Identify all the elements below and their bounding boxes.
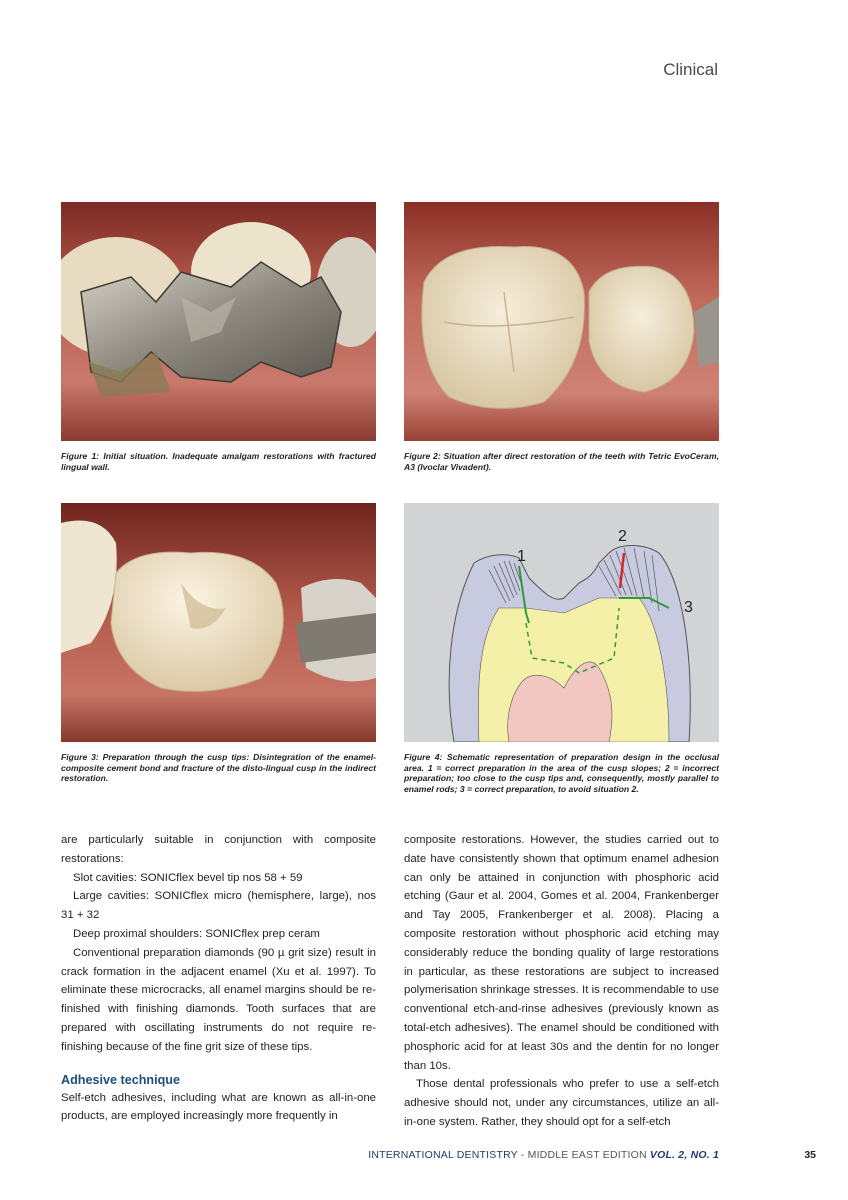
publication-name: INTERNATIONAL DENTISTRY xyxy=(368,1149,518,1161)
label-1: 1 xyxy=(517,548,526,565)
figure-2-caption: Figure 2: Situation after direct restoration of the teeth with Tetric EvoCeram, A3 (Ivoclar Vivadent). xyxy=(404,451,719,472)
paragraph: Slot cavities: SONICflex bevel tip nos 58 + 59 xyxy=(73,871,303,884)
figure-4-schematic xyxy=(404,503,719,742)
paragraph: Those dental professionals who prefer to use a self-etch adhesive should not, under any circumstances, utilize an all-in-one system. Rather, they should opt for a self-etch xyxy=(404,1078,719,1128)
section-heading: Adhesive technique xyxy=(61,1072,180,1087)
volume-info: VOL. 2, NO. 1 xyxy=(649,1149,719,1161)
edition-name: - MIDDLE EAST EDITION xyxy=(517,1149,650,1161)
paragraph: Conventional preparation diamonds (90 µ grit size) result in crack formation in the adjacent enamel (Xu et al. 1997). To eliminate these microcracks, all enamel margins should be re-finished with finishing diamonds. Tooth surfaces that are prepared with oscillating instruments do not require re-finishing because of the fine grit size of these tips. xyxy=(61,946,376,1053)
paragraph: are particularly suitable in conjunction with composite restorations: xyxy=(61,834,376,865)
paragraph: Self-etch adhesives, including what are known as all-in-one products, are employed increasingly more frequently in xyxy=(61,1091,376,1123)
footer-publication xyxy=(368,1149,719,1161)
figure-1-caption: Figure 1: Initial situation. Inadequate amalgam restorations with fractured lingual wall. xyxy=(61,451,376,472)
label-2: 2 xyxy=(618,528,627,545)
body-column-left xyxy=(61,831,376,1126)
figure-1-photo xyxy=(61,202,376,441)
figure-2-photo xyxy=(404,202,719,441)
page-number: 35 xyxy=(804,1149,816,1161)
figure-3-photo xyxy=(61,503,376,742)
label-3: 3 xyxy=(684,599,693,616)
figure-3-caption: Figure 3: Preparation through the cusp tips: Disintegration of the enamel-composite cement bond and fracture of the disto-lingual cusp in the indirect restoration. xyxy=(61,752,376,784)
paragraph: Deep proximal shoulders: SONICflex prep ceram xyxy=(73,927,320,940)
paragraph: composite restorations. However, the studies carried out to date have consistently shown that optimum enamel adhesion can only be attained in conjunction with phosphoric acid etching (Gaur et al. 2004, Gomes et al. 2004, Frankenberger and Tay 2005, Frankenberger et al. 2008). Placing a composite restoration without phosphoric acid etching may considerably reduce the bonding quality of large restorations in particular, as these restorations are subject to increased polymerisation shrinkage stresses. It is recommendable to use conventional etch-and-rinse adhesives (previously known as total-etch adhesives). The enamel should be conditioned with phosphoric acid for at least 30s and the dentin for no longer than 10s. xyxy=(404,834,719,1072)
section-label: Clinical xyxy=(663,60,718,79)
figure-4-caption: Figure 4: Schematic representation of preparation design in the occlusal area. 1 = correct preparation in the area of the cusp slopes; 2 = incorrect preparation; too close to the cusp tips and, consequently, mostly parallel to enamel rods; 3 = correct preparation, to avoid situation 2. xyxy=(404,752,719,794)
paragraph: Large cavities: SONICflex micro (hemisphere, large), nos 31 + 32 xyxy=(61,890,376,922)
body-column-right xyxy=(404,831,719,1132)
